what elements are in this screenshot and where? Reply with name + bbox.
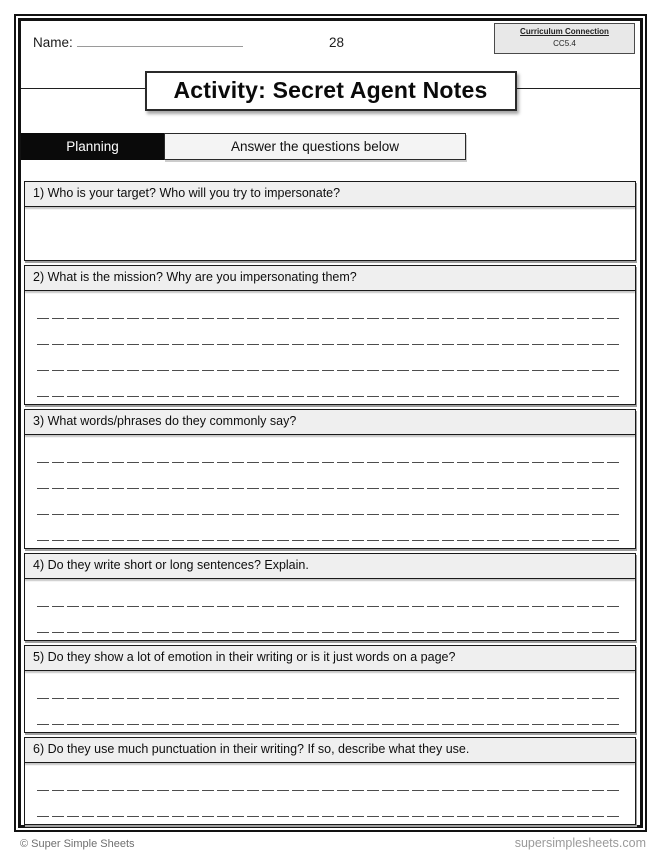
answer-line[interactable] bbox=[37, 763, 619, 791]
question-3-answer-area bbox=[25, 435, 635, 548]
question-box-1 bbox=[24, 181, 636, 261]
answer-line[interactable] bbox=[37, 699, 619, 725]
curriculum-code: CC5.4 bbox=[553, 39, 576, 48]
answer-line[interactable] bbox=[37, 319, 619, 345]
question-1-label: 1) Who is your target? Who will you try to impersonate? bbox=[25, 182, 635, 207]
question-1-answer-area[interactable] bbox=[25, 207, 635, 260]
page-border-frame bbox=[14, 14, 647, 832]
question-4-label: 4) Do they write short or long sentences? Explain. bbox=[25, 554, 635, 579]
curriculum-connection-badge bbox=[494, 23, 635, 54]
title-section bbox=[21, 71, 640, 109]
curriculum-connection-label: Curriculum Connection bbox=[520, 27, 609, 36]
page-number: 28 bbox=[328, 35, 345, 50]
answer-line[interactable] bbox=[37, 291, 619, 319]
name-input-line[interactable] bbox=[77, 34, 243, 47]
question-2-answer-area bbox=[25, 291, 635, 404]
question-box-3 bbox=[24, 409, 636, 549]
answer-line[interactable] bbox=[37, 671, 619, 699]
answer-line[interactable] bbox=[37, 345, 619, 371]
copyright-text: © Super Simple Sheets bbox=[20, 838, 135, 850]
website-url: supersimplesheets.com bbox=[514, 836, 646, 850]
answer-line[interactable] bbox=[37, 579, 619, 607]
answer-line[interactable] bbox=[37, 515, 619, 541]
question-box-4 bbox=[24, 553, 636, 641]
question-2-label: 2) What is the mission? Why are you impersonating them? bbox=[25, 266, 635, 291]
question-6-answer-area bbox=[25, 763, 635, 824]
tab-planning: Planning bbox=[21, 133, 164, 160]
answer-line[interactable] bbox=[37, 371, 619, 397]
answer-line[interactable] bbox=[37, 791, 619, 817]
page-footer bbox=[20, 836, 646, 850]
question-list bbox=[24, 181, 636, 825]
name-label: Name: bbox=[33, 35, 73, 50]
question-box-6 bbox=[24, 737, 636, 825]
question-5-label: 5) Do they show a lot of emotion in their writing or is it just words on a page? bbox=[25, 646, 635, 671]
question-6-label: 6) Do they use much punctuation in their writing? If so, describe what they use. bbox=[25, 738, 635, 763]
answer-line[interactable] bbox=[37, 607, 619, 633]
answer-line[interactable] bbox=[37, 435, 619, 463]
question-5-answer-area bbox=[25, 671, 635, 732]
page-content-area bbox=[18, 18, 643, 828]
instruction-label: Answer the questions below bbox=[164, 133, 466, 160]
question-box-5 bbox=[24, 645, 636, 733]
page-title: Activity: Secret Agent Notes bbox=[145, 71, 517, 111]
tabs-row bbox=[21, 133, 640, 160]
question-box-2 bbox=[24, 265, 636, 405]
answer-line[interactable] bbox=[37, 463, 619, 489]
question-4-answer-area bbox=[25, 579, 635, 640]
answer-line[interactable] bbox=[37, 489, 619, 515]
question-3-label: 3) What words/phrases do they commonly say? bbox=[25, 410, 635, 435]
